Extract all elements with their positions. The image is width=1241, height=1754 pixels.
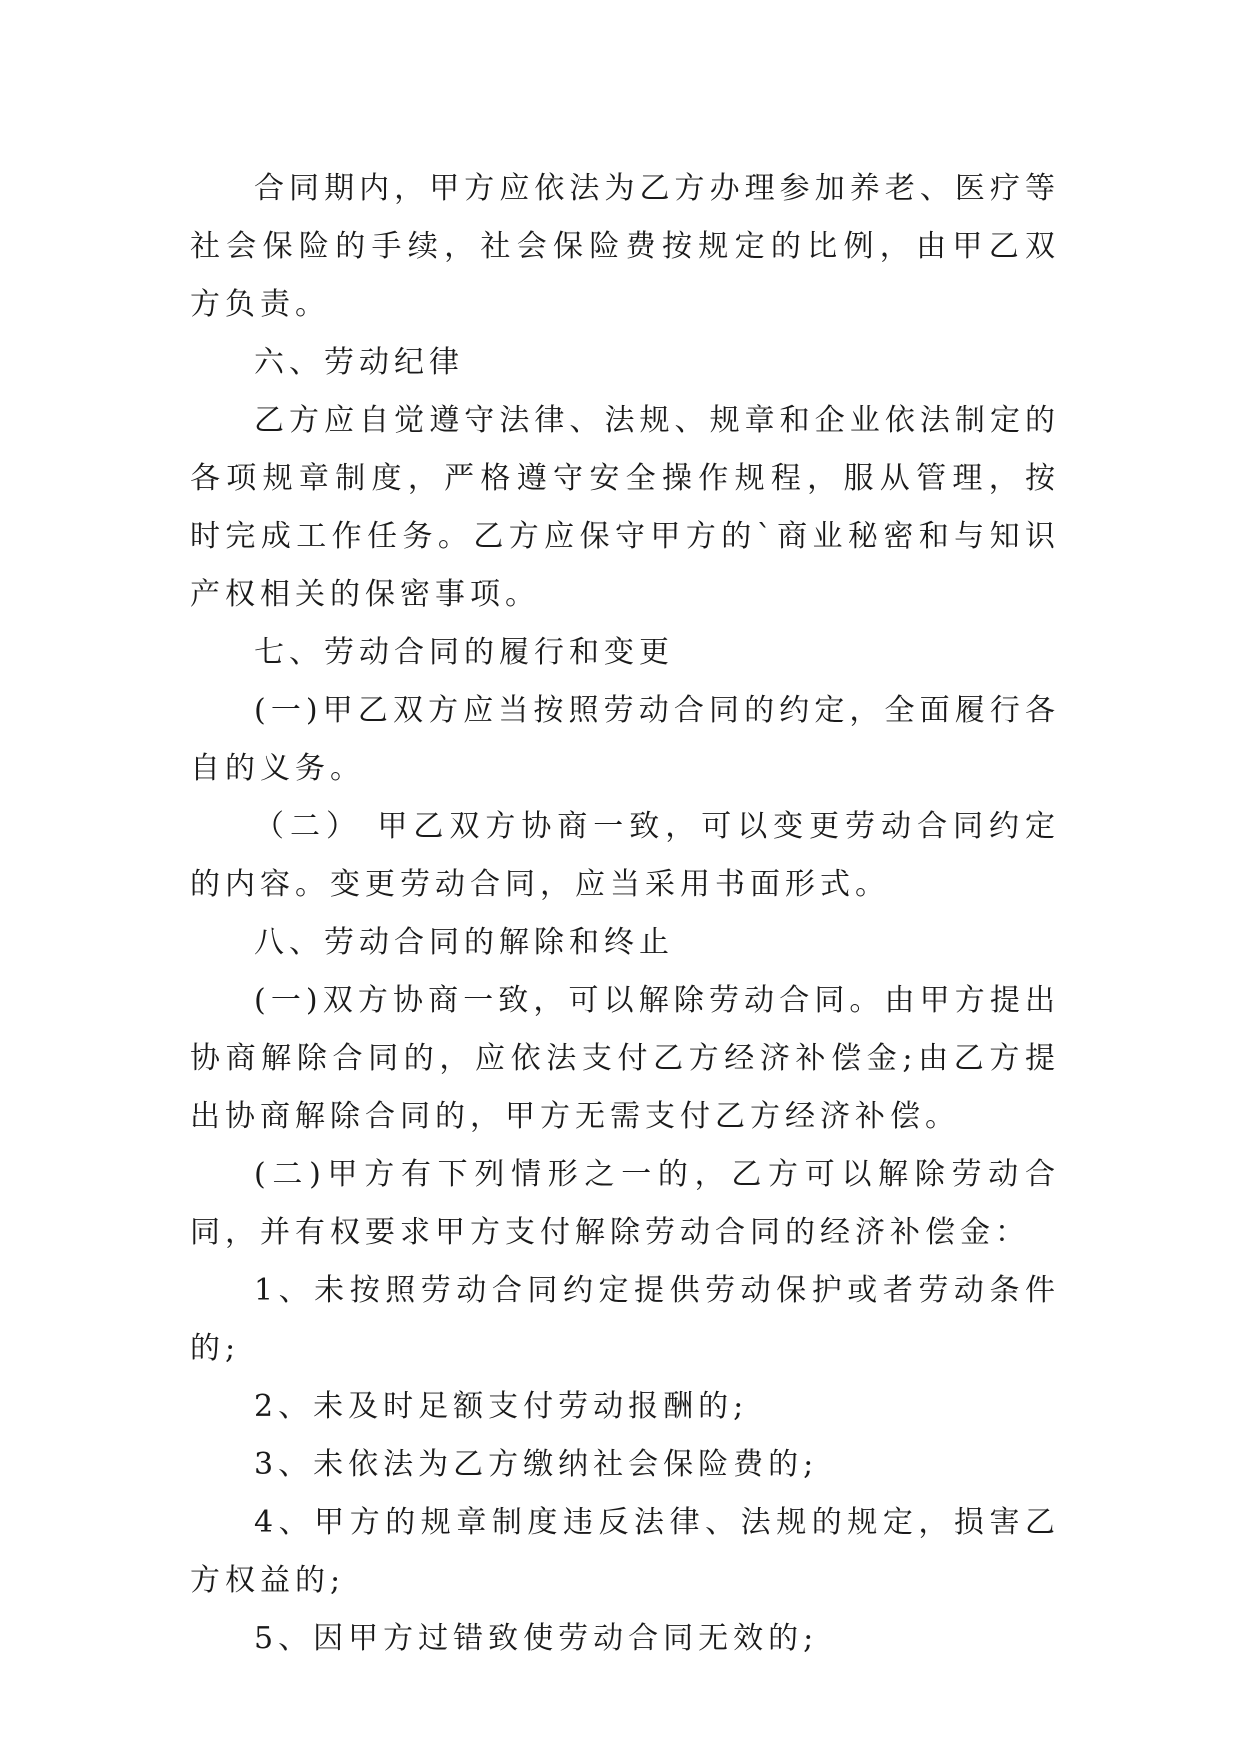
paragraph-termination-1: (一)双方协商一致，可以解除劳动合同。由甲方提出协商解除合同的，应依法支付乙方经济补偿金;由乙方提出协商解除合同的，甲方无需支付乙方经济补偿。 (190, 983, 1060, 1134)
paragraph-performance-1: (一)甲乙双方应当按照劳动合同的约定，全面履行各自的义务。 (190, 693, 1060, 786)
list-item-3: 3、未依法为乙方缴纳社会保险费的; (254, 1447, 819, 1482)
paragraph-performance-2: （二） 甲乙双方协商一致，可以变更劳动合同约定的内容。变更劳动合同，应当采用书面形式。 (190, 809, 1060, 902)
paragraph-social-insurance: 合同期内，甲方应依法为乙方办理参加养老、医疗等社会保险的手续，社会保险费按规定的比例，由甲乙双方负责。 (190, 171, 1060, 322)
section-heading-termination: 八、劳动合同的解除和终止 (254, 925, 674, 960)
list-item-2: 2、未及时足额支付劳动报酬的; (254, 1389, 749, 1424)
paragraph-discipline-rules: 乙方应自觉遵守法律、法规、规章和企业依法制定的各项规章制度，严格遵守安全操作规程，服从管理，按时完成工作任务。乙方应保守甲方的`商业秘密和与知识产权相关的保密事项。 (190, 403, 1060, 612)
section-heading-performance-change: 七、劳动合同的履行和变更 (254, 635, 674, 670)
paragraph-termination-2: (二)甲方有下列情形之一的，乙方可以解除劳动合同，并有权要求甲方支付解除劳动合同的经济补偿金： (190, 1157, 1060, 1250)
list-item-1: 1、未按照劳动合同约定提供劳动保护或者劳动条件的; (190, 1273, 1060, 1366)
list-item-5: 5、因甲方过错致使劳动合同无效的; (254, 1621, 819, 1656)
document-body (190, 160, 1060, 1668)
section-heading-labor-discipline: 六、劳动纪律 (254, 345, 464, 380)
list-item-4: 4、甲方的规章制度违反法律、法规的规定，损害乙方权益的; (190, 1505, 1060, 1598)
